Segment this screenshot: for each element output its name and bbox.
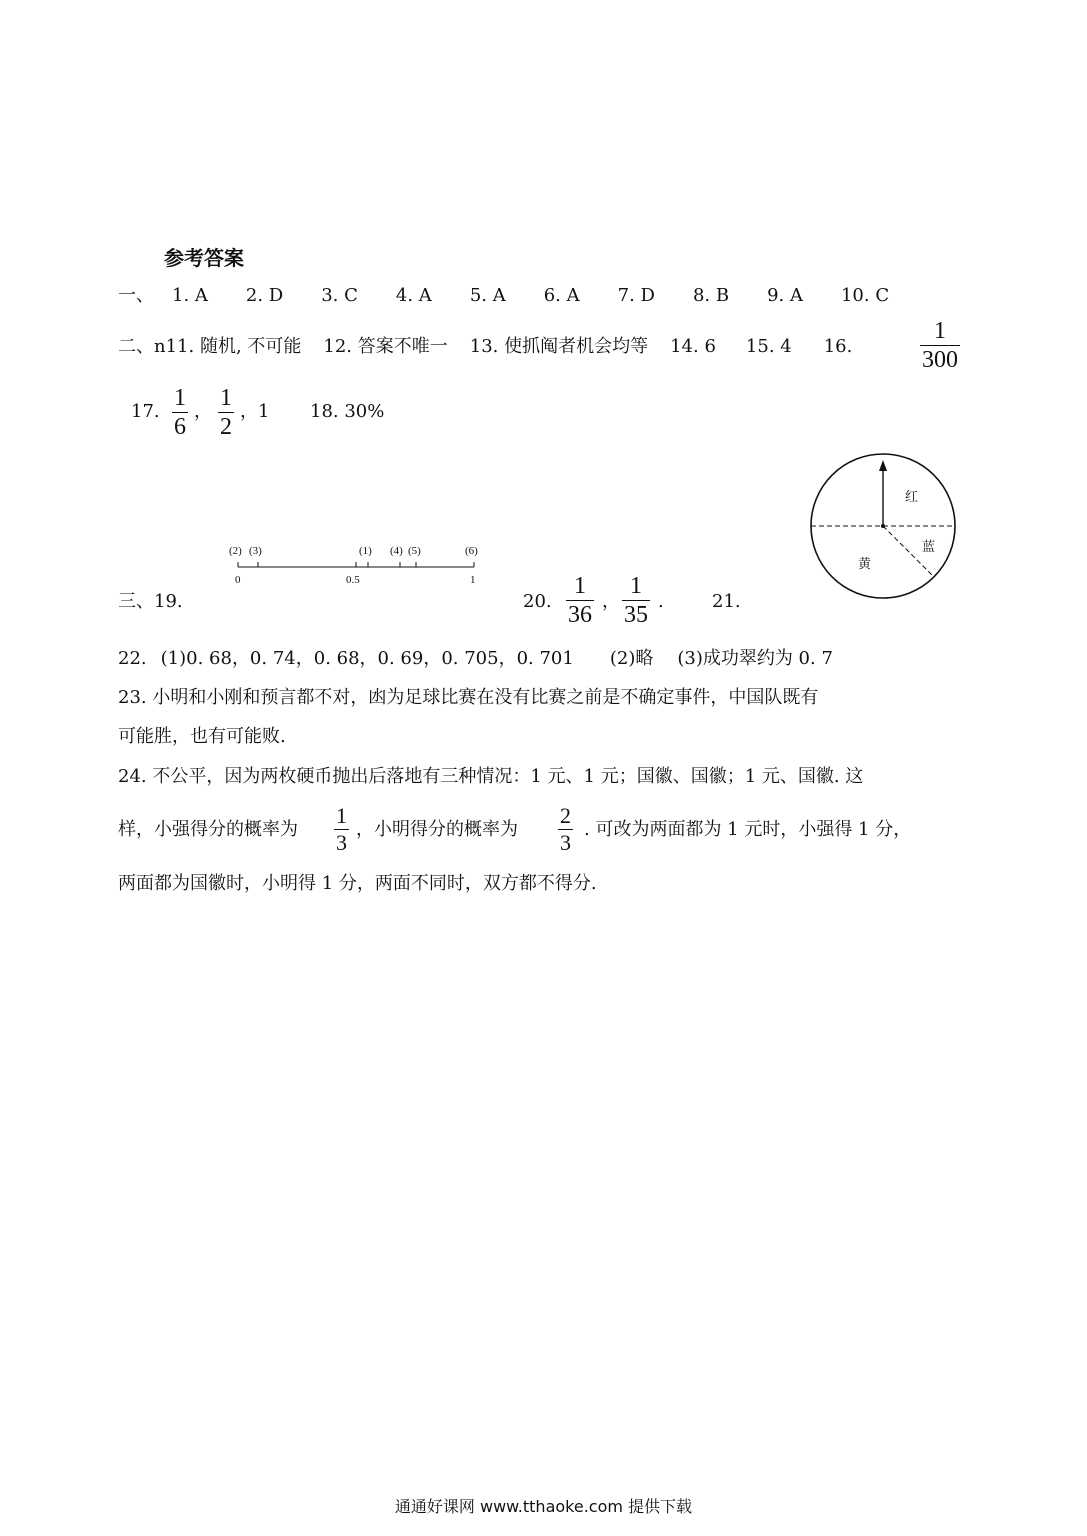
section-1-answers: [118, 284, 889, 308]
answer-16-fraction: [920, 317, 960, 374]
answer-17-fraction-2: [218, 384, 234, 441]
answer-15: 15. 4: [745, 336, 792, 357]
answer-7: 7. D: [617, 285, 655, 306]
answer-18: 18. 30%: [310, 401, 385, 422]
fraction-numerator: 1: [630, 573, 642, 599]
spinner-center-dot: [881, 524, 885, 528]
fraction-denominator: 35: [624, 602, 648, 628]
nl-label-6: (6): [465, 545, 478, 557]
q22-part-2: (2)略: [609, 648, 654, 669]
fraction-denominator: 300: [922, 347, 958, 373]
answer-10: 10. C: [840, 285, 890, 306]
page-title: 参考答案: [164, 246, 244, 270]
fraction-denominator: 3: [560, 830, 571, 855]
q22-part-1: (1)0. 68，0. 74，0. 68，0. 69，0. 705，0. 701: [160, 648, 574, 669]
fraction-denominator: 2: [220, 414, 232, 440]
answer-17-separator: ，: [194, 401, 212, 422]
answer-8: 8. B: [692, 285, 730, 306]
answer-9: 9. A: [767, 285, 803, 306]
nl-label-3: (3): [249, 545, 262, 557]
nl-label-5: (5): [408, 545, 421, 557]
answer-21-label: 21.: [712, 591, 741, 612]
answer-2: 2. D: [245, 285, 284, 306]
answer-17-label: 17.: [131, 401, 160, 422]
answer-5: 5. A: [469, 285, 506, 306]
fraction-numerator: 1: [336, 803, 347, 828]
answer-20-fraction-2: [622, 572, 650, 629]
spinner-label-blue: 蓝: [922, 540, 936, 555]
fraction-numerator: 1: [574, 573, 586, 599]
q22-label: 22.: [118, 648, 147, 669]
answer-12: 12. 答案不唯一: [323, 336, 448, 357]
fraction-numerator: 1: [220, 385, 232, 411]
answer-17-fraction-1: [172, 384, 188, 441]
q23-line-2: 可能胜，也有可能败.: [118, 726, 286, 747]
nl-tick-0: 0: [235, 574, 241, 586]
answer-6: 6. A: [543, 285, 580, 306]
answer-20-fraction-1: [566, 572, 594, 629]
answer-3: 3. C: [321, 285, 358, 306]
q24-line-1: 24. 不公平，因为两枚硬币抛出后落地有三种情况：1 元、1 元；国徽、国徽；1 元、国徽. 这: [118, 766, 864, 787]
answer-16-label: 16.: [823, 336, 853, 357]
answer-13: 13. 使抓阄者机会均等: [469, 336, 649, 357]
nl-label-2: (2): [229, 545, 242, 557]
q24-line-2a: 样，小强得分的概率为: [118, 819, 298, 840]
section-2-line-1: [118, 335, 852, 359]
fraction-denominator: 3: [336, 830, 347, 855]
q22-answer: [118, 647, 833, 671]
spinner-figure: [806, 452, 960, 606]
answer-20-end: .: [658, 591, 664, 612]
q22-part-3: (3)成功翠约为 0. 7: [677, 648, 833, 669]
number-line-figure: [220, 538, 490, 590]
answer-20-label: 20.: [523, 591, 552, 612]
spinner-arrow-icon: [879, 460, 887, 471]
answer-14: 14. 6: [670, 336, 716, 357]
nl-tick-half: 0.5: [346, 574, 360, 586]
fraction-numerator: 1: [174, 385, 186, 411]
section-1-prefix: 一、: [118, 285, 154, 306]
section-2-prefix: 二、: [118, 336, 154, 357]
answer-4: 4. A: [395, 285, 432, 306]
nl-label-4: (4): [390, 545, 403, 557]
spinner-label-yellow: 黄: [858, 557, 872, 572]
nl-label-1: (1): [359, 545, 372, 557]
q23-line-1: 23. 小明和小刚和预言都不对，凼为足球比赛在没有比赛之前是不确定事件，中国队既有: [118, 687, 819, 708]
spinner-label-red: 红: [905, 490, 919, 505]
fraction-numerator: 2: [560, 803, 571, 828]
answer-11: n11. 随机, 不可能: [154, 336, 302, 357]
q24-line-2b: ，小明得分的概率为: [356, 819, 518, 840]
fraction-denominator: 36: [568, 602, 592, 628]
footer-credit: 通通好课网 www.tthaoke.com 提供下载: [394, 1497, 693, 1516]
fraction-denominator: 6: [174, 414, 186, 440]
answer-20-separator: ，: [602, 591, 620, 612]
q24-line-2c: . 可改为两面都为 1 元时，小强得 1 分，: [584, 819, 912, 840]
q24-fraction-2: [558, 803, 573, 856]
q24-fraction-1: [334, 803, 349, 856]
answer-1: 1. A: [172, 285, 208, 306]
nl-tick-1: 1: [470, 574, 476, 586]
fraction-numerator: 1: [934, 318, 946, 344]
q24-line-3: 两面都为国徽时，小明得 1 分，两面不同时，双方都不得分.: [118, 873, 597, 894]
answer-17-tail: ，1: [240, 401, 270, 422]
section-3-prefix: 三、19.: [118, 591, 183, 612]
